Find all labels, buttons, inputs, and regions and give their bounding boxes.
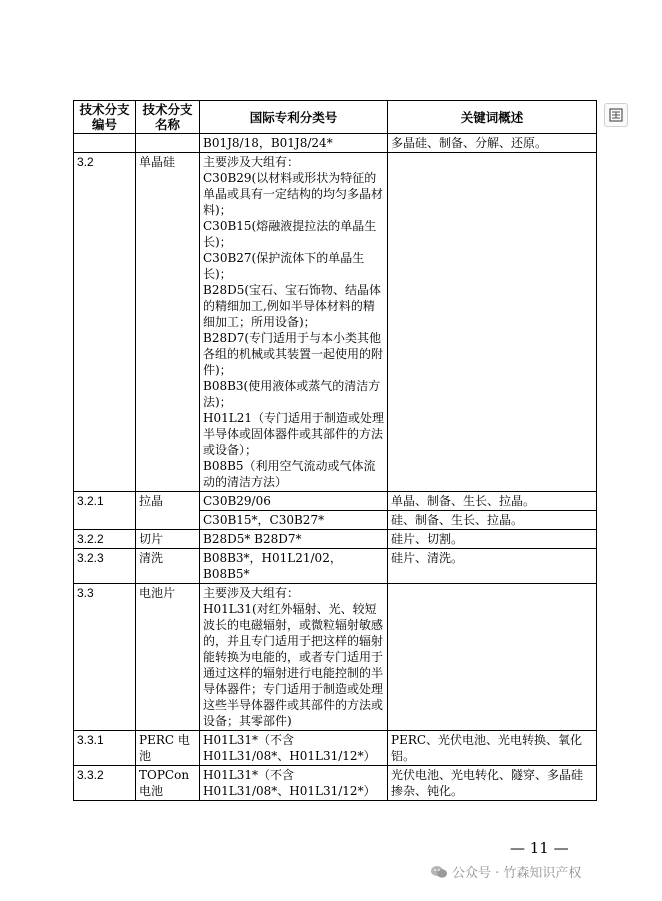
cell-name: 单晶硅 [136, 153, 200, 492]
cell-name: TOPCon 电池 [136, 766, 200, 801]
translate-button[interactable] [604, 103, 628, 127]
table-row [74, 584, 597, 731]
watermark-text: 公众号 · 竹森知识产权 [452, 866, 582, 881]
table-row [74, 492, 597, 511]
wechat-icon [430, 865, 448, 879]
cell-id: 3.3 [74, 584, 136, 731]
table-row [74, 549, 597, 584]
cell-keywords: 硅片、切割。 [388, 530, 597, 549]
cell-keywords [388, 584, 597, 731]
cell-id [74, 134, 136, 153]
cell-ipc: C30B15*，C30B27* [200, 511, 388, 530]
page-number: — 11 — [510, 839, 569, 857]
table-row [74, 530, 597, 549]
cell-ipc: 主要涉及大组有： C30B29(以材料或形状为特征的单晶或具有一定结构的均匀多晶材料)； C30B15(熔融液提拉法的单晶生长)； C30B27(保护流体下的单晶生长)； B28D5(宝石、宝石饰物、结晶体的精细加工,例如半导体材料的精细加工；所用设备)； B28D7(专门适用于与本小类其他各组的机械或其装置一起使用的附件)； B08B3(使用液体或蒸气的清洁方法)； H01L21（专门适用于制造或处理半导体或固体器件或其部件的方法或设备）； B08B5（利用空气流动或气体流动的清洁方法） [200, 153, 388, 492]
cell-id: 3.3.2 [74, 766, 136, 801]
table-row [74, 766, 597, 801]
cell-ipc: C30B29/06 [200, 492, 388, 511]
cell-name: PERC 电池 [136, 731, 200, 766]
cell-keywords: 硅、制备、生长、拉晶。 [388, 511, 597, 530]
cell-name: 清洗 [136, 549, 200, 584]
table-row [74, 134, 597, 153]
cell-name: 拉晶 [136, 492, 200, 530]
cell-id: 3.2.1 [74, 492, 136, 530]
cell-id: 3.2.2 [74, 530, 136, 549]
cell-ipc: B01J8/18，B01J8/24* [200, 134, 388, 153]
cell-ipc: 主要涉及大组有： H01L31(对红外辐射、光、较短波长的电磁辐射，或微粒辐射敏感的，并且专门适用于把这样的辐射能转换为电能的，或者专门适用于通过这样的辐射进行电能控制的半导体器件；专门适用于制造或处理这些半导体器件或其部件的方法或设备；其零部件) [200, 584, 388, 731]
header-branch-name: 技术分支 名称 [136, 101, 200, 134]
cell-ipc: B28D5* B28D7* [200, 530, 388, 549]
cell-ipc: H01L31*（不含 H01L31/08*、H01L31/12*） [200, 731, 388, 766]
cell-ipc: B08B3*，H01L21/02，B08B5* [200, 549, 388, 584]
table-row [74, 153, 597, 492]
table-header-row [74, 101, 597, 134]
patent-classification-table [73, 100, 597, 801]
cell-id: 3.3.1 [74, 731, 136, 766]
header-ipc: 国际专利分类号 [200, 101, 388, 134]
header-keywords: 关键词概述 [388, 101, 597, 134]
cell-keywords: 硅片、清洗。 [388, 549, 597, 584]
translate-icon [608, 107, 624, 123]
cell-keywords: 光伏电池、光电转化、隧穿、多晶硅掺杂、钝化。 [388, 766, 597, 801]
cell-name: 切片 [136, 530, 200, 549]
cell-keywords: 多晶硅、制备、分解、还原。 [388, 134, 597, 153]
cell-name [136, 134, 200, 153]
table-row [74, 731, 597, 766]
cell-ipc: H01L31*（不含 H01L31/08*、H01L31/12*） [200, 766, 388, 801]
cell-keywords [388, 153, 597, 492]
cell-id: 3.2 [74, 153, 136, 492]
watermark [430, 862, 581, 881]
cell-id: 3.2.3 [74, 549, 136, 584]
header-branch-id: 技术分支 编号 [74, 101, 136, 134]
cell-name: 电池片 [136, 584, 200, 731]
cell-keywords: PERC、光伏电池、光电转换、氧化铝。 [388, 731, 597, 766]
cell-keywords: 单晶、制备、生长、拉晶。 [388, 492, 597, 511]
